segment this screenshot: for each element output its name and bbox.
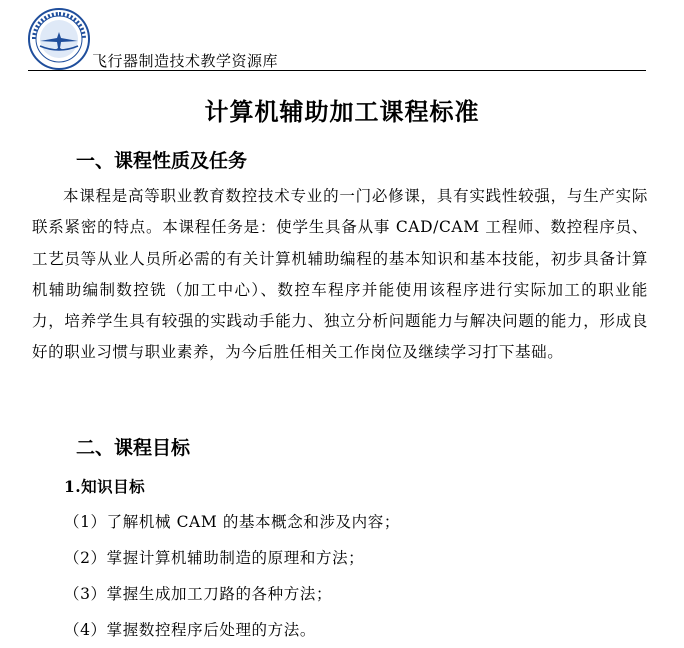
list-item: （3）掌握生成加工刀路的各种方法； xyxy=(64,585,333,603)
knowledge-goals-list xyxy=(64,504,400,648)
document-title: 计算机辅助加工课程标准 xyxy=(204,98,480,126)
list-item: （4）掌握数控程序后处理的方法。 xyxy=(64,621,316,639)
page-header xyxy=(0,0,684,74)
section-paragraph-nature: 本课程是高等职业教育数控技术专业的一门必修课，具有实践性较强，与生产实际联系紧密的特点。本课程任务是：使学生具备从事 CAD/CAM 工程师、数控程序员、工艺员等从业人员所必需的有关计算机辅助编程的基本知识和基本技能，初步具备计算机辅助编制数控铣（加工中心）、数控车程序并能使用该程序进行实际加工的职业能力，培养学生具有较强的实践动手能力、独立分析问题能力与解决问题的能力，形成良好的职业习惯与职业素养，为今后胜任相关工作岗位及继续学习打下基础。 xyxy=(32,187,648,362)
section-heading-nature: 一、课程性质及任务 xyxy=(76,150,248,172)
header-divider xyxy=(28,70,646,71)
subsection-heading-knowledge: 1.知识目标 xyxy=(64,477,146,496)
section-heading-goals: 二、课程目标 xyxy=(76,437,191,459)
aircraft-emblem-icon xyxy=(28,8,90,70)
list-item: （1）了解机械 CAM 的基本概念和涉及内容； xyxy=(64,513,400,531)
header-title: 飞行器制造技术教学资源库 xyxy=(92,52,279,70)
list-item: （2）掌握计算机辅助制造的原理和方法； xyxy=(64,549,365,567)
